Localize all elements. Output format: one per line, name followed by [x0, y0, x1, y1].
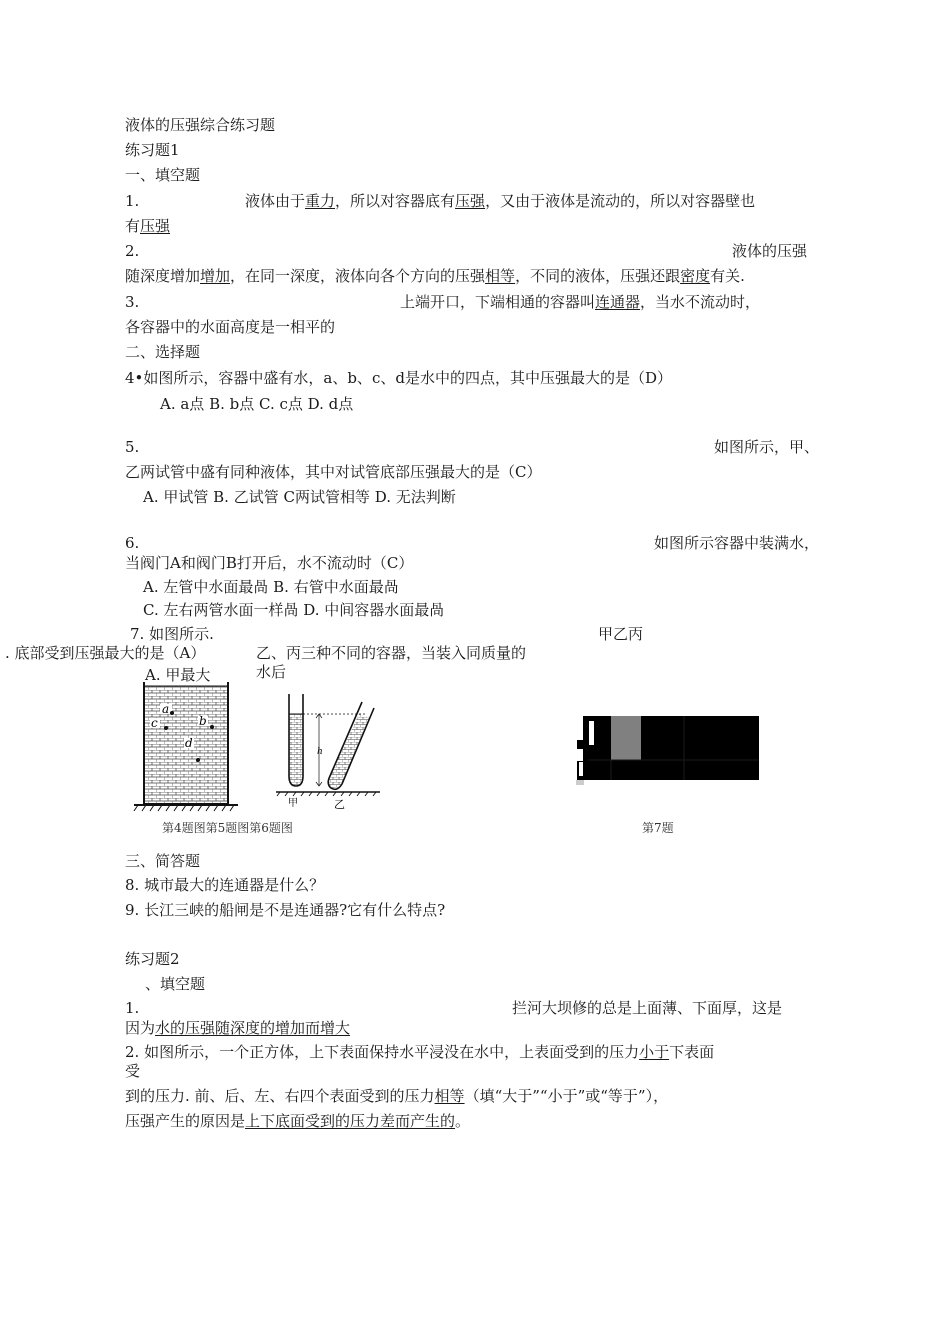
- answer-blank: 连通器: [595, 293, 641, 311]
- q7-option-a: A. 甲最大: [145, 666, 211, 684]
- q3-line1: 上端开口，下端相通的容器叫连通器，当水不流动时，: [400, 293, 761, 311]
- q2-line2: 随深度增加增加，在同一深度，液体向各个方向的压强相等，不同的液体，压强还跟密度有关.: [125, 267, 745, 285]
- q6-line1: 如图所示容器中装满水，: [654, 534, 820, 552]
- answer-blank: 相等: [434, 1087, 465, 1105]
- tube-label-jia: 甲: [288, 798, 298, 809]
- section-fill-blank: 一、填空题: [125, 166, 201, 184]
- q1-line1: 液体由于重力，所以对容器底有压强，又由于液体是流动的，所以对容器壁也: [245, 192, 756, 210]
- ex2-section-fill-blank: 、填空题: [145, 975, 206, 993]
- q3-line2: 各容器中的水面高度是一相平的: [125, 318, 336, 336]
- q7-line2-right: 乙、丙三种不同的容器，当装入同质量的: [256, 644, 527, 662]
- point-label-b: b: [199, 714, 207, 728]
- height-label: h: [317, 747, 323, 757]
- q1-number: 1.: [125, 192, 140, 210]
- ex2-q2-line1: 2. 如图所示，一个正方体，上下表面保持水平浸没在水中，上表面受到的压力小于下表面: [125, 1043, 715, 1061]
- answer-blank: 重力: [305, 192, 336, 210]
- section-short-answer: 三、简答题: [125, 852, 201, 870]
- ex2-q1-line2: 因为水的压强随深度的增加而增大: [125, 1019, 351, 1037]
- doc-title: 液体的压强综合练习题: [125, 116, 276, 134]
- ex2-q1-number: 1.: [125, 999, 140, 1017]
- figure-caption-right: 第7题: [642, 821, 674, 835]
- test-tubes-figure: [276, 692, 386, 810]
- q6-options-1: A. 左管中水面最咼 B. 右管中水面最咼: [143, 578, 399, 596]
- answer-blank: 压强: [455, 192, 486, 210]
- q7-option-clip: [140, 664, 240, 684]
- exercise-1-heading: 练习题1: [125, 141, 180, 159]
- q7-line1-right: 甲乙丙: [598, 625, 644, 643]
- q2-line1: 液体的压强: [732, 242, 808, 260]
- figure-caption-right-clip: [630, 816, 710, 835]
- answer-blank: 小于: [639, 1043, 670, 1061]
- q5-options: A. 甲试管 B. 乙试管 C两试管相等 D. 无法判断: [143, 488, 456, 506]
- answer-blank: 相等: [485, 267, 516, 285]
- section-multiple-choice: 二、选择题: [125, 343, 201, 361]
- answer-blank: 水的压强随深度的增加而增大: [155, 1019, 351, 1037]
- q5-number: 5.: [125, 438, 140, 456]
- water-container-figure: [132, 678, 240, 813]
- ex2-q2-line2: 受: [125, 1062, 141, 1080]
- point-label-a: a: [162, 702, 170, 716]
- q1-line2: 有压强: [125, 217, 171, 235]
- q7-line1: 7. 如图所示.: [130, 625, 214, 643]
- answer-blank: 上下底面受到的压力差而产生的: [245, 1112, 456, 1130]
- q6-line2: 当阀门A和阀门B打开后，水不流动时（C）: [125, 554, 414, 572]
- answer-blank: 密度: [680, 267, 711, 285]
- point-label-d: d: [185, 736, 193, 750]
- point-label-c: c: [151, 716, 158, 730]
- q7-containers-figure: [574, 713, 760, 785]
- ex2-q2-line4: 压强产生的原因是上下底面受到的压力差而产生的。: [125, 1112, 471, 1130]
- q2-number: 2.: [125, 242, 140, 260]
- q7-line2-left: . 底部受到压强最大的是（A）: [5, 644, 206, 662]
- q8-text: 8. 城市最大的连通器是什么？: [125, 876, 325, 894]
- q4-stem: 4•如图所示，容器中盛有水，a、b、c、d是水中的四点，其中压强最大的是（D）: [125, 369, 672, 387]
- q6-options-2: C. 左右两管水面一样咼 D. 中间容器水面最咼: [143, 601, 445, 619]
- figure-caption-left-clip: [150, 816, 370, 835]
- q7-line3: 水后: [256, 663, 287, 681]
- exercise-2-heading: 练习题2: [125, 950, 180, 968]
- figure-caption-left: 第4题图第5题图第6题图: [162, 821, 293, 835]
- q4-options: A. a点 B. b点 C. c点 D. d点: [160, 395, 354, 413]
- tube-label-yi: 乙: [334, 798, 345, 811]
- q6-number: 6.: [125, 534, 140, 552]
- q5-line2: 乙两试管中盛有同种液体，其中对试管底部压强最大的是（C）: [125, 463, 542, 481]
- answer-blank: 增加: [200, 267, 231, 285]
- q5-line1: 如图所示，甲、: [714, 438, 820, 456]
- q9-text: 9. 长江三峡的船闸是不是连通器?它有什么特点?: [125, 901, 446, 919]
- ex2-q1-line1: 拦河大坝修的总是上面薄、下面厚，这是: [512, 999, 783, 1017]
- q3-number: 3.: [125, 293, 140, 311]
- q7-clipped-row: [0, 620, 950, 643]
- ex2-q2-line3: 到的压力. 前、后、左、右四个表面受到的压力相等（填“大于”“小于”或“等于”），: [125, 1087, 669, 1105]
- answer-blank: 压强: [140, 217, 171, 235]
